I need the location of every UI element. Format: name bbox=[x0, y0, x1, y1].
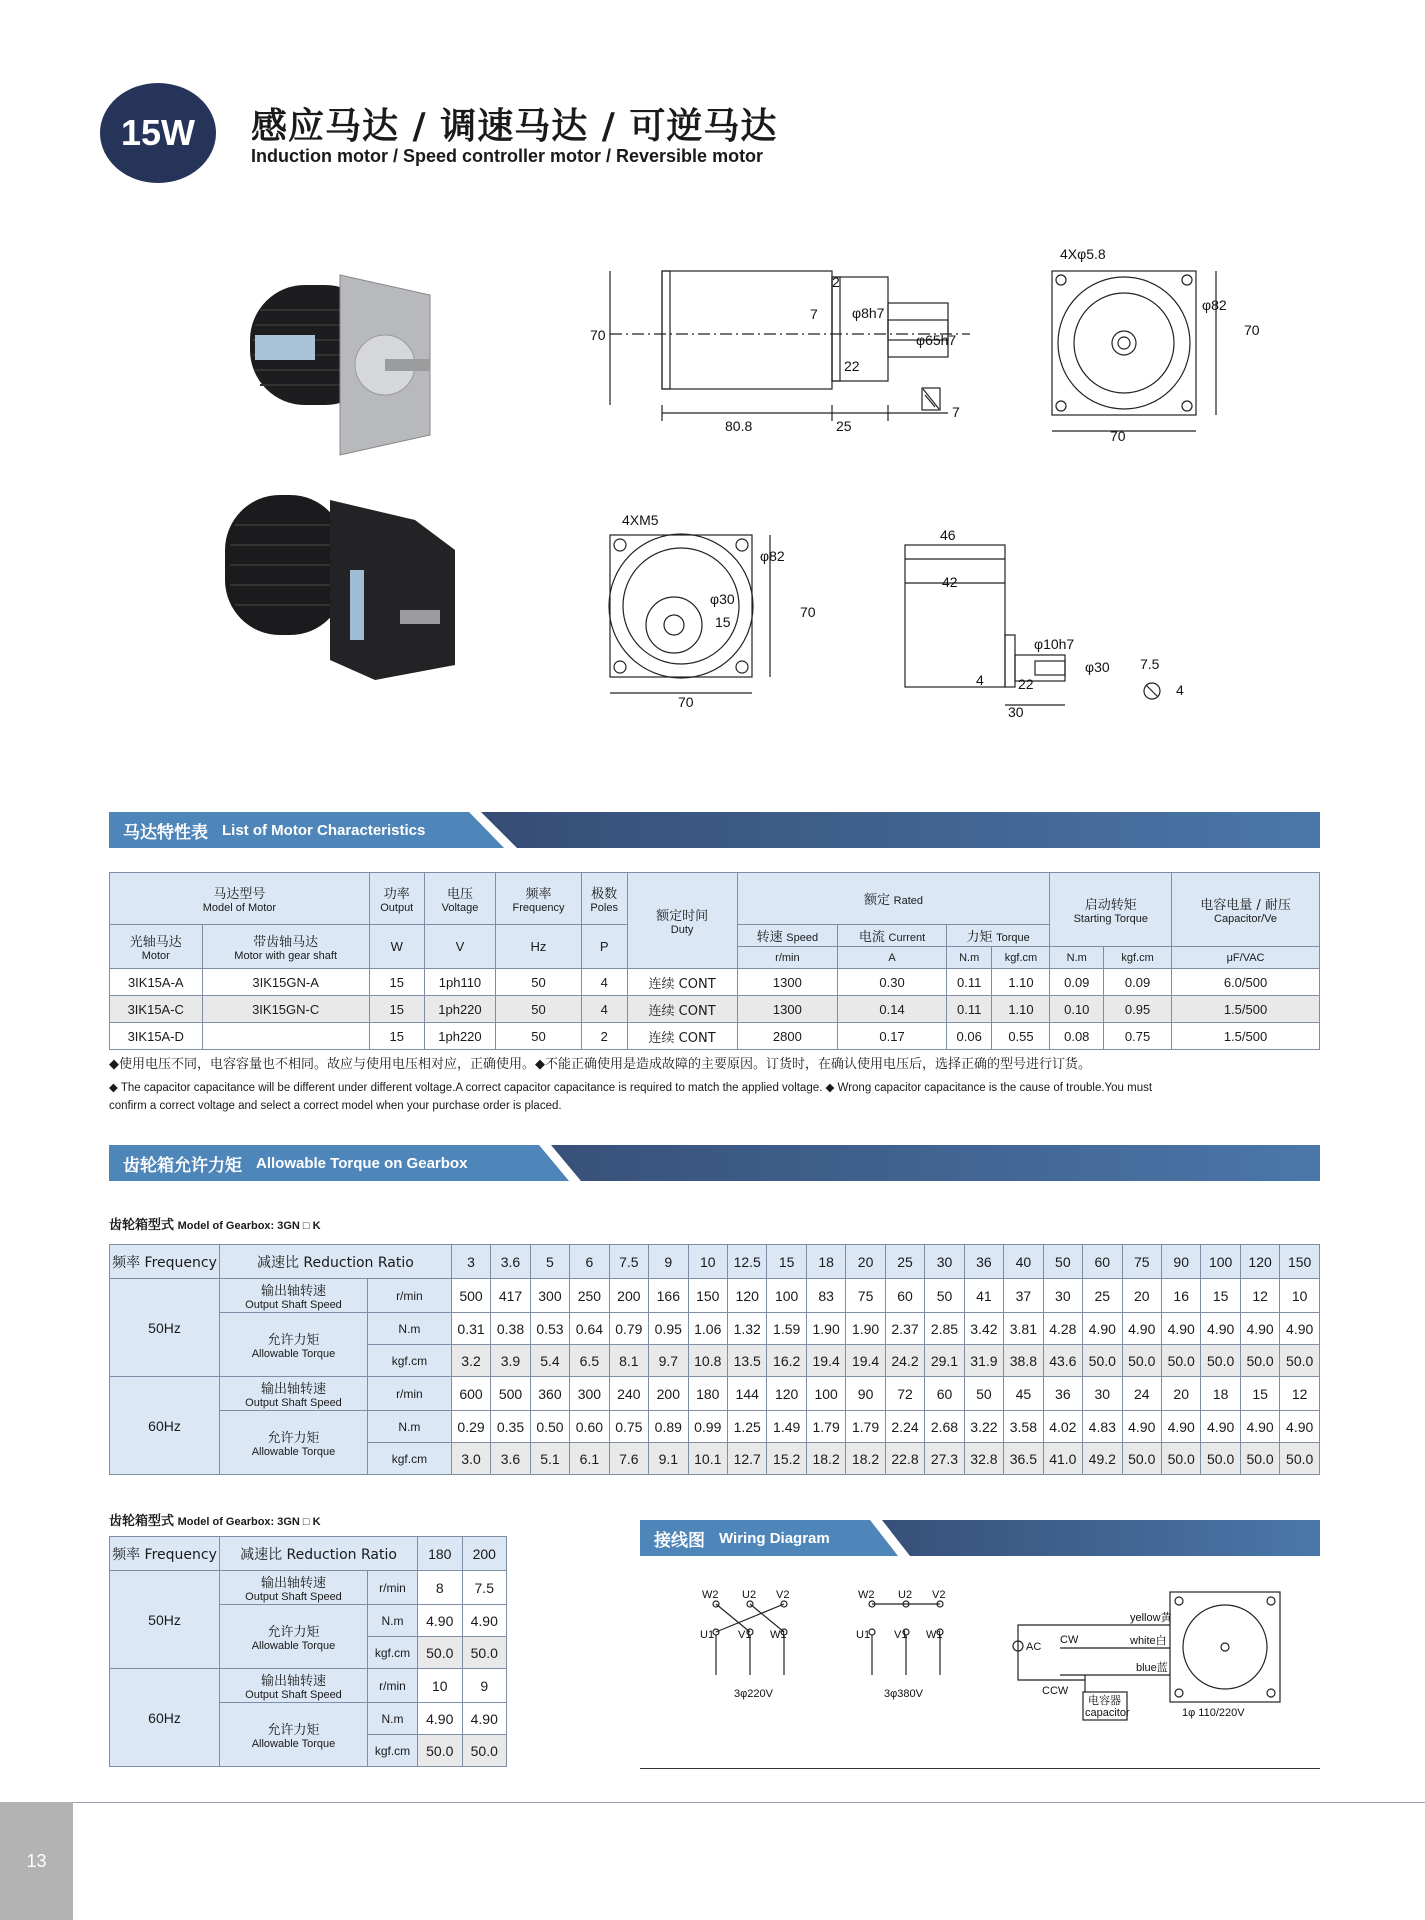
table-cell: 50.0 bbox=[1122, 1443, 1161, 1475]
table-cell: 3.6 bbox=[491, 1443, 530, 1475]
table-cell: 1.49 bbox=[767, 1411, 806, 1443]
table-cell: 30 bbox=[1043, 1279, 1082, 1313]
table-cell: 5.1 bbox=[530, 1443, 569, 1475]
svg-text:CCW: CCW bbox=[1042, 1685, 1069, 1697]
svg-text:80.8: 80.8 bbox=[725, 418, 753, 434]
note-zh: ◆使用电压不同，电容容量也不相同。故应与使用电压相对应，正确使用。◆不能正确使用是造成故障的主要原因。订货时，在确认使用电压后，选择正确的型号进行订货。 bbox=[109, 1057, 1091, 1072]
table-cell: 90 bbox=[846, 1377, 885, 1411]
table-row: 3IK15A-D 15 1ph220 50 2 连续 CONT 2800 0.17 0.06 0.55 0.08 0.75 1.5/500 bbox=[110, 1023, 1320, 1050]
svg-text:φ82: φ82 bbox=[1202, 297, 1227, 313]
table-cell: 4.90 bbox=[1201, 1313, 1240, 1345]
table-cell: 19.4 bbox=[846, 1345, 885, 1377]
table-cell: 3.22 bbox=[964, 1411, 1003, 1443]
svg-text:W2: W2 bbox=[702, 1589, 719, 1601]
svg-text:U2: U2 bbox=[742, 1589, 757, 1601]
table-cell: 4.90 bbox=[462, 1703, 507, 1735]
motor-characteristics-banner bbox=[109, 812, 1320, 848]
svg-text:CW: CW bbox=[1060, 1634, 1079, 1646]
svg-text:70: 70 bbox=[590, 327, 606, 343]
svg-text:7.5: 7.5 bbox=[1140, 656, 1160, 672]
svg-text:30: 30 bbox=[1008, 704, 1024, 720]
table-cell: 200 bbox=[609, 1279, 648, 1313]
wiring-diagram bbox=[640, 1580, 1320, 1770]
table-cell: 0.31 bbox=[451, 1313, 490, 1345]
table-cell: 0.53 bbox=[530, 1313, 569, 1345]
table-cell: 12 bbox=[1280, 1377, 1320, 1411]
table-cell: 50.0 bbox=[1240, 1443, 1279, 1475]
table-cell: 15 bbox=[1201, 1279, 1240, 1313]
table-cell: 4.90 bbox=[1161, 1313, 1200, 1345]
table-cell: 3.81 bbox=[1004, 1313, 1043, 1345]
table-cell: 600 bbox=[451, 1377, 490, 1411]
svg-text:70: 70 bbox=[800, 604, 816, 620]
svg-text:2: 2 bbox=[832, 274, 840, 290]
table-cell: 180 bbox=[688, 1377, 727, 1411]
table-cell: 50 bbox=[964, 1377, 1003, 1411]
table-cell: 24.2 bbox=[885, 1345, 924, 1377]
table-cell: 50.0 bbox=[418, 1735, 463, 1767]
table-cell: 300 bbox=[570, 1377, 609, 1411]
svg-text:V2: V2 bbox=[776, 1589, 790, 1601]
table-cell: 0.64 bbox=[570, 1313, 609, 1345]
table-cell: 0.95 bbox=[649, 1313, 688, 1345]
table-cell: 41.0 bbox=[1043, 1443, 1082, 1475]
table-cell: 4.90 bbox=[1161, 1411, 1200, 1443]
table-cell: 4.83 bbox=[1083, 1411, 1122, 1443]
table-cell: 10.1 bbox=[688, 1443, 727, 1475]
table-cell: 45 bbox=[1004, 1377, 1043, 1411]
table-cell: 4.90 bbox=[1240, 1411, 1279, 1443]
table-cell: 18 bbox=[1201, 1377, 1240, 1411]
table-cell: 1.06 bbox=[688, 1313, 727, 1345]
svg-text:22: 22 bbox=[844, 358, 860, 374]
table-cell: 60 bbox=[925, 1377, 964, 1411]
table-cell: 0.50 bbox=[530, 1411, 569, 1443]
table-cell: 4.90 bbox=[1122, 1313, 1161, 1345]
svg-text:电容器: 电容器 bbox=[1088, 1695, 1121, 1707]
table-cell: 3.9 bbox=[491, 1345, 530, 1377]
table-cell: 7.5 bbox=[462, 1571, 507, 1605]
table-cell: 1.32 bbox=[727, 1313, 766, 1345]
table-cell: 10.8 bbox=[688, 1345, 727, 1377]
banner-title-zh: 齿轮箱允许力矩 bbox=[123, 1155, 242, 1176]
table-cell: 417 bbox=[491, 1279, 530, 1313]
table-cell: 4.90 bbox=[1122, 1411, 1161, 1443]
svg-text:capacitor: capacitor bbox=[1085, 1707, 1130, 1719]
banner-title-zh: 接线图 bbox=[654, 1530, 705, 1551]
svg-text:φ8h7: φ8h7 bbox=[852, 305, 885, 321]
svg-text:42: 42 bbox=[942, 574, 958, 590]
table-cell: 50.0 bbox=[1201, 1345, 1240, 1377]
table-cell: 10 bbox=[1280, 1279, 1320, 1313]
table-cell: 4.02 bbox=[1043, 1411, 1082, 1443]
table-cell: 1.90 bbox=[806, 1313, 845, 1345]
note-en-1: ◆ The capacitor capacitance will be different under different voltage.A correct capacitor capacitance is required to match the applied voltage. ◆ Wrong capacitor capacitance is the cause of trouble.You must bbox=[109, 1082, 1153, 1094]
note-en-2: confirm a correct voltage and select a correct model when your purchase order is placed. bbox=[109, 1100, 562, 1112]
table-cell: 12 bbox=[1240, 1279, 1279, 1313]
table-cell: 0.38 bbox=[491, 1313, 530, 1345]
table-cell: 0.79 bbox=[609, 1313, 648, 1345]
table-cell: 12.7 bbox=[727, 1443, 766, 1475]
svg-text:U2: U2 bbox=[898, 1589, 913, 1601]
table-cell: 4.90 bbox=[418, 1605, 463, 1637]
svg-text:AC: AC bbox=[1026, 1641, 1042, 1653]
table-cell: 1.25 bbox=[727, 1411, 766, 1443]
table-cell: 4.90 bbox=[1240, 1313, 1279, 1345]
svg-text:W1: W1 bbox=[926, 1629, 943, 1641]
svg-text:φ10h7: φ10h7 bbox=[1034, 636, 1075, 652]
table-cell: 144 bbox=[727, 1377, 766, 1411]
table-cell: 2.37 bbox=[885, 1313, 924, 1345]
banner-title-en: Allowable Torque on Gearbox bbox=[256, 1154, 468, 1172]
table-row: 3IK15A-A 3IK15GN-A 15 1ph110 50 4 连续 CONT 1300 0.30 0.11 1.10 0.09 0.09 6.0/500 bbox=[110, 969, 1320, 996]
table-cell: 50 bbox=[925, 1279, 964, 1313]
svg-text:46: 46 bbox=[940, 527, 956, 543]
svg-text:70: 70 bbox=[678, 694, 694, 710]
svg-text:φ30: φ30 bbox=[1085, 659, 1110, 675]
table-cell: 8.1 bbox=[609, 1345, 648, 1377]
gear-motor-photo bbox=[215, 490, 475, 690]
table-cell: 13.5 bbox=[727, 1345, 766, 1377]
table-cell: 31.9 bbox=[964, 1345, 1003, 1377]
table-cell: 50.0 bbox=[1201, 1443, 1240, 1475]
table-cell: 18.2 bbox=[806, 1443, 845, 1475]
page-subtitle: Induction motor / Speed controller motor / Reversible motor bbox=[251, 146, 764, 166]
svg-text:φ65h7: φ65h7 bbox=[916, 332, 957, 348]
table-cell: 500 bbox=[491, 1377, 530, 1411]
banner-title-zh: 马达特性表 bbox=[123, 822, 208, 843]
power-badge: 15W bbox=[100, 83, 216, 183]
table-cell: 50.0 bbox=[1083, 1345, 1122, 1377]
table-cell: 0.75 bbox=[609, 1411, 648, 1443]
banner-title-en: Wiring Diagram bbox=[719, 1529, 830, 1547]
table-cell: 20 bbox=[1161, 1377, 1200, 1411]
table-cell: 4.90 bbox=[1201, 1411, 1240, 1443]
svg-text:blue蓝: blue蓝 bbox=[1136, 1662, 1168, 1674]
table-cell: 3.42 bbox=[964, 1313, 1003, 1345]
svg-text:4: 4 bbox=[976, 672, 984, 688]
table-cell: 9.1 bbox=[649, 1443, 688, 1475]
table-cell: 0.35 bbox=[491, 1411, 530, 1443]
svg-text:U1: U1 bbox=[856, 1629, 871, 1641]
table-cell: 50.0 bbox=[1280, 1345, 1320, 1377]
table-cell: 32.8 bbox=[964, 1443, 1003, 1475]
table-cell: 16.2 bbox=[767, 1345, 806, 1377]
table-cell: 50.0 bbox=[1280, 1443, 1320, 1475]
table-cell: 0.29 bbox=[451, 1411, 490, 1443]
table-cell: 4.90 bbox=[1280, 1411, 1320, 1443]
banner-title-en: List of Motor Characteristics bbox=[222, 821, 426, 839]
table-cell: 9.7 bbox=[649, 1345, 688, 1377]
table-cell: 4.28 bbox=[1043, 1313, 1082, 1345]
svg-text:V1: V1 bbox=[738, 1629, 752, 1641]
table-cell: 25 bbox=[1083, 1279, 1122, 1313]
table-cell: 240 bbox=[609, 1377, 648, 1411]
table-cell: 4.90 bbox=[418, 1703, 463, 1735]
gearbox-torque-banner bbox=[109, 1145, 1320, 1181]
table-cell: 75 bbox=[846, 1279, 885, 1313]
table-cell: 4.90 bbox=[1083, 1313, 1122, 1345]
table-cell: 50.0 bbox=[1161, 1345, 1200, 1377]
svg-text:70: 70 bbox=[1110, 428, 1126, 444]
table-cell: 22.8 bbox=[885, 1443, 924, 1475]
table-cell: 3.58 bbox=[1004, 1411, 1043, 1443]
table-cell: 150 bbox=[688, 1279, 727, 1313]
table-cell: 2.24 bbox=[885, 1411, 924, 1443]
table-cell: 50.0 bbox=[1122, 1345, 1161, 1377]
motor-photo bbox=[225, 265, 435, 465]
table-cell: 1.79 bbox=[806, 1411, 845, 1443]
table-cell: 3.0 bbox=[451, 1443, 490, 1475]
table-cell: 1.79 bbox=[846, 1411, 885, 1443]
table-cell: 4.90 bbox=[1280, 1313, 1320, 1345]
table-cell: 30 bbox=[1083, 1377, 1122, 1411]
table-cell: 43.6 bbox=[1043, 1345, 1082, 1377]
table-cell: 15 bbox=[1240, 1377, 1279, 1411]
svg-text:4Xφ5.8: 4Xφ5.8 bbox=[1060, 246, 1106, 262]
svg-text:7: 7 bbox=[952, 404, 960, 420]
table-cell: 0.60 bbox=[570, 1411, 609, 1443]
table-cell: 50.0 bbox=[1161, 1443, 1200, 1475]
svg-text:4XM5: 4XM5 bbox=[622, 512, 659, 528]
table-cell: 2.68 bbox=[925, 1411, 964, 1443]
svg-text:V1: V1 bbox=[894, 1629, 908, 1641]
table-cell: 200 bbox=[649, 1377, 688, 1411]
table-cell: 37 bbox=[1004, 1279, 1043, 1313]
table-cell: 15.2 bbox=[767, 1443, 806, 1475]
table-cell: 300 bbox=[530, 1279, 569, 1313]
svg-text:W1: W1 bbox=[770, 1629, 787, 1641]
svg-text:U1: U1 bbox=[700, 1629, 715, 1641]
svg-text:1φ 110/220V: 1φ 110/220V bbox=[1182, 1707, 1245, 1719]
svg-text:φ30: φ30 bbox=[710, 591, 735, 607]
table-cell: 60 bbox=[885, 1279, 924, 1313]
table-cell: 7.6 bbox=[609, 1443, 648, 1475]
footer-line bbox=[73, 1802, 1425, 1803]
table-cell: 72 bbox=[885, 1377, 924, 1411]
table-cell: 6.5 bbox=[570, 1345, 609, 1377]
table-cell: 24 bbox=[1122, 1377, 1161, 1411]
table-cell: 50.0 bbox=[462, 1637, 507, 1669]
svg-text:7: 7 bbox=[810, 306, 818, 322]
page-number: 13 bbox=[0, 1802, 73, 1920]
svg-text:3φ220V: 3φ220V bbox=[734, 1688, 773, 1700]
table-cell: 360 bbox=[530, 1377, 569, 1411]
table-cell: 36 bbox=[1043, 1377, 1082, 1411]
gearbox-torque-table-2: 频率 Frequency 减速比 Reduction Ratio 180 200 50Hz 输出轴转速 Output Shaft Speed r/min 8 7.5 允许力矩 Allowable Torque N.m 4.90 4.90 kgf.cm 50.0 50.0 60Hz 输出轴转速 Output Shaft Speed r/min 10 9 允许力矩 Allowable Torque N.m 4.90 4.90 kgf.cm 50.0 50.0 bbox=[109, 1536, 507, 1767]
table-cell: 250 bbox=[570, 1279, 609, 1313]
table-cell: 2.85 bbox=[925, 1313, 964, 1345]
gearbox-torque-table: 频率 Frequency 减速比 Reduction Ratio 3 3.6 5 6 7.5 9 10 12.5 15 18 20 25 30 36 40 50 60 75 90 100 120 150 50Hz 输出轴转速 Output Shaft Speed r/min 500 417 300 250 200 166 150 120 100 83 75 60 50 41 37 30 25 20 16 15 12 10 允许力矩 Allowable Torque N.m 0.31 0.38 0.53 0.64 0.79 0.95 1.06 1.32 1.59 1.90 1.90 2.37 2.85 3.42 3.81 4.28 4.90 4.90 4.90 4.90 4.90 4.90 kgf.cm 3.2 3.9 5.4 6.5 8.1 9.7 10.8 13.5 16.2 19.4 19.4 24.2 29.1 31.9 38.8 43.6 50.0 50.0 50.0 50.0 50.0 50.0 60Hz 输出轴转速 Output Shaft Speed r/min 600 500 360 300 240 200 180 144 120 100 90 72 60 50 45 36 30 24 20 18 15 12 允许力矩 Allowable Torque N.m 0.29 0.35 0.50 0.60 0.75 0.89 0.99 1.25 1.49 1.79 1.79 2.24 2.68 3.22 3.58 4.02 4.83 4.90 4.90 4.90 4.90 4.90 kgf.cm 3.0 3.6 5.1 6.1 7.6 9.1 10.1 12.7 15.2 18.2 18.2 22.8 27.3 32.8 36.5 41.0 49.2 50.0 50.0 50.0 50.0 50.0 bbox=[109, 1244, 1320, 1475]
table-cell: 100 bbox=[806, 1377, 845, 1411]
dimension-drawings bbox=[580, 235, 1320, 725]
table-cell: 120 bbox=[767, 1377, 806, 1411]
table-cell: 18.2 bbox=[846, 1443, 885, 1475]
page-title: 感应马达 / 调速马达 / 可逆马达 bbox=[251, 106, 778, 147]
table-cell: 20 bbox=[1122, 1279, 1161, 1313]
svg-text:3φ380V: 3φ380V bbox=[884, 1688, 923, 1700]
divider bbox=[640, 1768, 1320, 1769]
table-cell: 100 bbox=[767, 1279, 806, 1313]
table-cell: 5.4 bbox=[530, 1345, 569, 1377]
table-cell: 10 bbox=[418, 1669, 463, 1703]
svg-text:φ82: φ82 bbox=[760, 548, 785, 564]
table-cell: 50.0 bbox=[462, 1735, 507, 1767]
svg-text:white白: white白 bbox=[1130, 1635, 1167, 1647]
table-cell: 16 bbox=[1161, 1279, 1200, 1313]
svg-text:4: 4 bbox=[1176, 682, 1184, 698]
table-cell: 49.2 bbox=[1083, 1443, 1122, 1475]
svg-text:22: 22 bbox=[1018, 676, 1034, 692]
table-cell: 50.0 bbox=[418, 1637, 463, 1669]
table-cell: 38.8 bbox=[1004, 1345, 1043, 1377]
table-cell: 0.89 bbox=[649, 1411, 688, 1443]
table-cell: 120 bbox=[727, 1279, 766, 1313]
table-cell: 166 bbox=[649, 1279, 688, 1313]
table-cell: 9 bbox=[462, 1669, 507, 1703]
table-cell: 19.4 bbox=[806, 1345, 845, 1377]
table-cell: 41 bbox=[964, 1279, 1003, 1313]
svg-text:70: 70 bbox=[1244, 322, 1260, 338]
wiring-diagram-banner bbox=[640, 1520, 1320, 1556]
table-cell: 4.90 bbox=[462, 1605, 507, 1637]
svg-text:15: 15 bbox=[715, 614, 731, 630]
gearbox-model-label-2: 齿轮箱型式 Model of Gearbox: 3GN □ K bbox=[109, 1514, 321, 1529]
table-cell: 36.5 bbox=[1004, 1443, 1043, 1475]
svg-text:V2: V2 bbox=[932, 1589, 946, 1601]
svg-text:W2: W2 bbox=[858, 1589, 875, 1601]
table-cell: 1.90 bbox=[846, 1313, 885, 1345]
table-cell: 6.1 bbox=[570, 1443, 609, 1475]
svg-text:yellow黄: yellow黄 bbox=[1130, 1612, 1172, 1624]
table-cell: 8 bbox=[418, 1571, 463, 1605]
table-row: 3IK15A-C 3IK15GN-C 15 1ph220 50 4 连续 CONT 1300 0.14 0.11 1.10 0.10 0.95 1.5/500 bbox=[110, 996, 1320, 1023]
table-cell: 83 bbox=[806, 1279, 845, 1313]
table-cell: 0.99 bbox=[688, 1411, 727, 1443]
gearbox-model-label: 齿轮箱型式 Model of Gearbox: 3GN □ K bbox=[109, 1218, 321, 1233]
table-cell: 1.59 bbox=[767, 1313, 806, 1345]
table-cell: 29.1 bbox=[925, 1345, 964, 1377]
table-cell: 50.0 bbox=[1240, 1345, 1279, 1377]
motor-characteristics-table: 马达型号 Model of Motor 功率 Output 电压 Voltage 频率 Frequency 极数 Poles 额定时间 Duty 额定 Rated 启动转矩 Starting Torque 电容电量 / 耐压 Capacitor/Ve 光轴马达 Motor 带齿轴马达 Motor with gear shaft W V Hz P 转速 Speed 电流 Current 力矩 Torque r/min A N.m kgf.cm N.m kgf.cm μF/VAC 3IK15A-A 3IK15GN-A 15 1ph110 50 4 连续 CONT 1300 0.30 0.11 1.10 0.09 0.09 6.0/500 3IK15A-C 3IK15GN-C 15 1ph220 50 4 连续 CONT 1300 0.14 0.11 1.10 0.10 0.95 1.5/500 3IK15A-D 15 1ph220 50 2 连续 CONT 2800 0.17 0.06 0.55 0.08 0.75 1.5/500 bbox=[109, 872, 1320, 1050]
table-cell: 27.3 bbox=[925, 1443, 964, 1475]
table-cell: 500 bbox=[451, 1279, 490, 1313]
table-cell: 3.2 bbox=[451, 1345, 490, 1377]
svg-text:25: 25 bbox=[836, 418, 852, 434]
